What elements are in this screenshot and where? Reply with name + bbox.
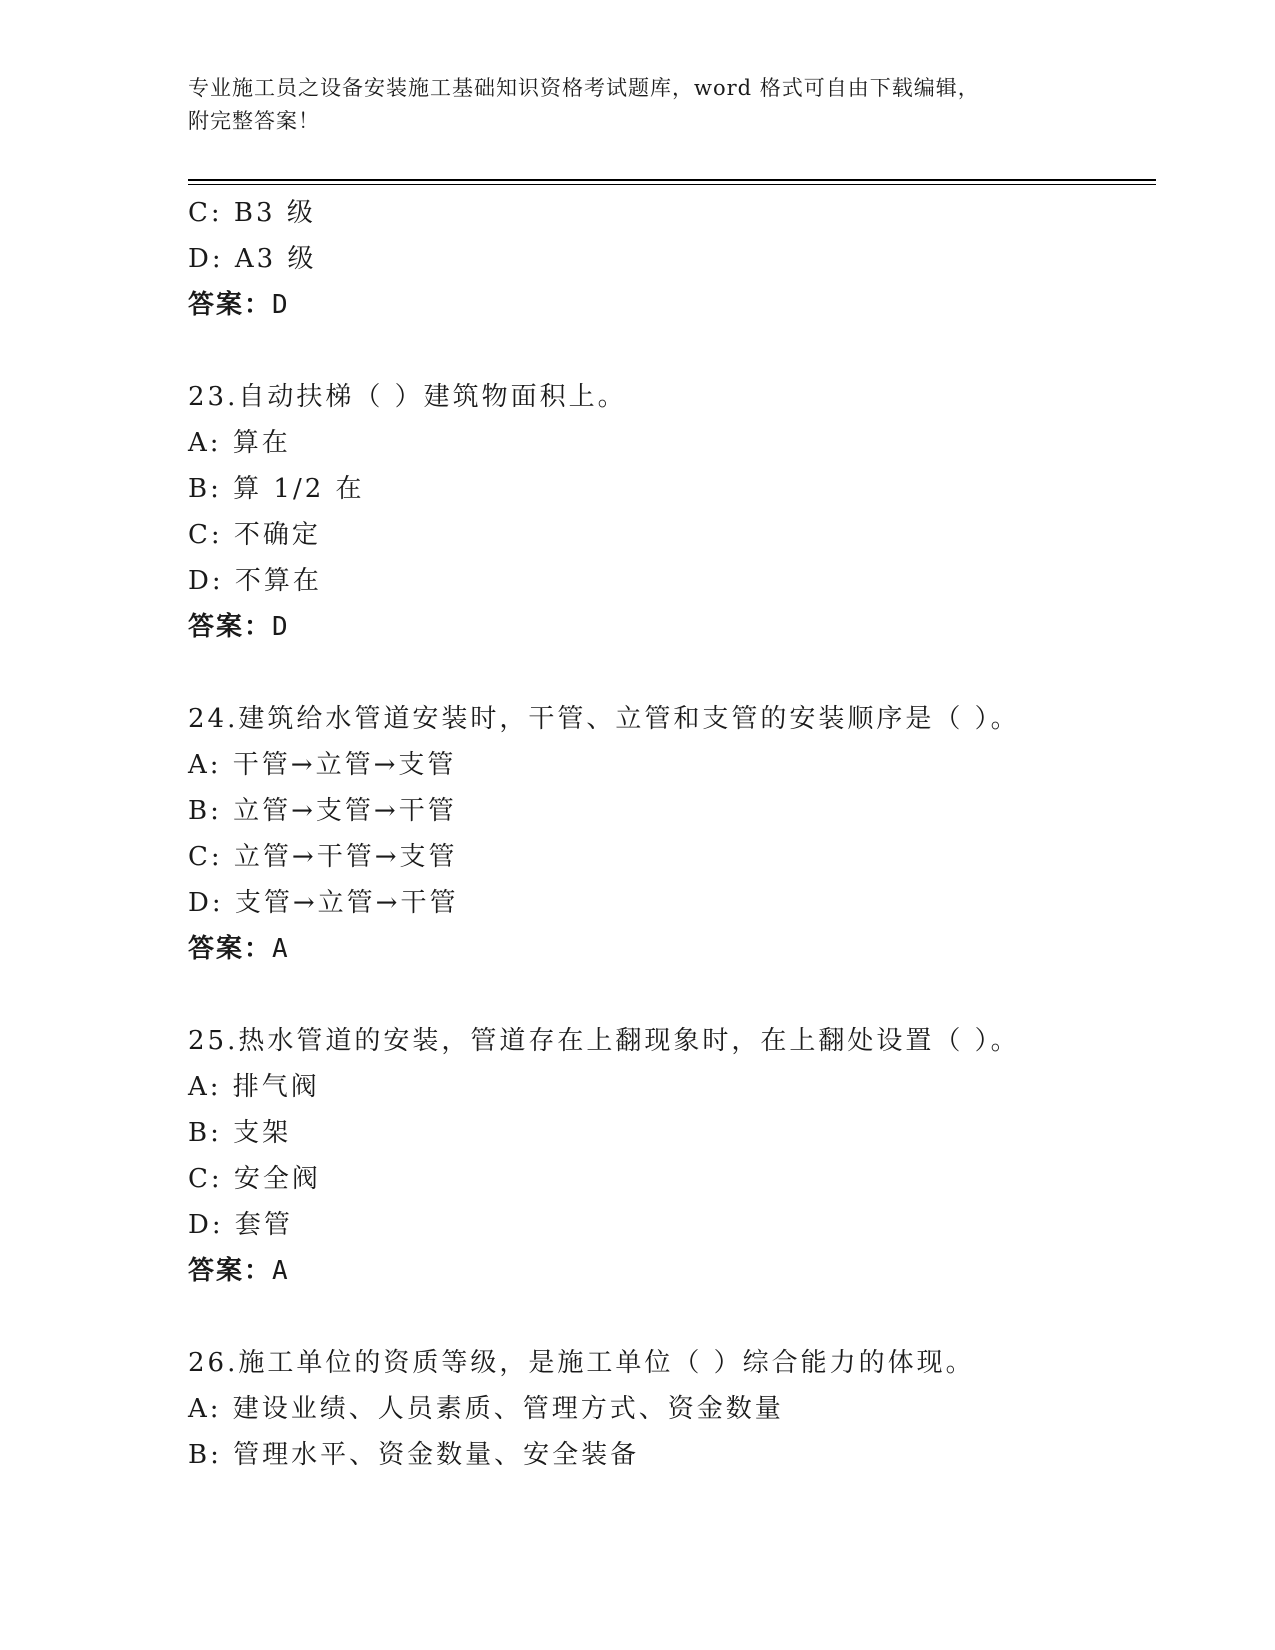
answer-line: [188, 604, 1156, 650]
answer-value: A: [272, 934, 289, 964]
spacer: [188, 650, 1156, 696]
option-d: D: 套管: [188, 1210, 293, 1240]
question-24: [188, 696, 1156, 972]
answer-label: 答案：: [188, 1256, 273, 1286]
answer-value: D: [272, 290, 289, 320]
answer-value: D: [272, 612, 289, 642]
spacer: [188, 1294, 1156, 1340]
option-c: C: 立管→干管→支管: [188, 842, 458, 872]
question-stem: 24.建筑给水管道安装时，干管、立管和支管的安装顺序是（ ）。: [188, 704, 1020, 734]
answer-label: 答案：: [188, 934, 273, 964]
header-line-2: 附完整答案！: [188, 109, 320, 133]
option-a: A: 建设业绩、人员素质、管理方式、资金数量: [188, 1394, 784, 1424]
question-stem: 25.热水管道的安装，管道存在上翻现象时，在上翻处设置（ ）。: [188, 1026, 1020, 1056]
option-d: D: 不算在: [188, 566, 322, 596]
spacer: [188, 972, 1156, 1018]
option-a: A: 算在: [188, 428, 291, 458]
document-header: [188, 72, 1088, 138]
header-divider-thick: [188, 179, 1156, 181]
option-a: A: 干管→立管→支管: [188, 750, 457, 780]
question-22-continued: [188, 190, 1156, 328]
option-a: A: 排气阀: [188, 1072, 320, 1102]
answer-line: [188, 1248, 1156, 1294]
option-d: D: 支管→立管→干管: [188, 888, 459, 918]
header-divider-thin: [188, 184, 1156, 185]
answer-line: [188, 282, 1156, 328]
header-line-1: 专业施工员之设备安装施工基础知识资格考试题库，word 格式可自由下载编辑，: [188, 76, 980, 100]
option-c: C: 不确定: [188, 520, 321, 550]
option-b: B: 支架: [188, 1118, 292, 1148]
answer-label: 答案：: [188, 290, 273, 320]
option-b: B: 立管→支管→干管: [188, 796, 457, 826]
option-b: B: 算 1/2 在: [188, 474, 365, 504]
question-25: [188, 1018, 1156, 1294]
question-26: [188, 1340, 1156, 1478]
question-stem: 23.自动扶梯（ ）建筑物面积上。: [188, 382, 627, 412]
spacer: [188, 328, 1156, 374]
option-c: C: 安全阀: [188, 1164, 321, 1194]
question-23: [188, 374, 1156, 650]
question-list: [188, 190, 1156, 1478]
answer-value: A: [272, 1256, 289, 1286]
answer-line: [188, 926, 1156, 972]
option-c: C: B3 级: [188, 198, 316, 228]
question-stem: 26.施工单位的资质等级，是施工单位（ ）综合能力的体现。: [188, 1348, 975, 1378]
option-d: D: A3 级: [188, 244, 317, 274]
answer-label: 答案：: [188, 612, 273, 642]
option-b: B: 管理水平、资金数量、安全装备: [188, 1440, 640, 1470]
